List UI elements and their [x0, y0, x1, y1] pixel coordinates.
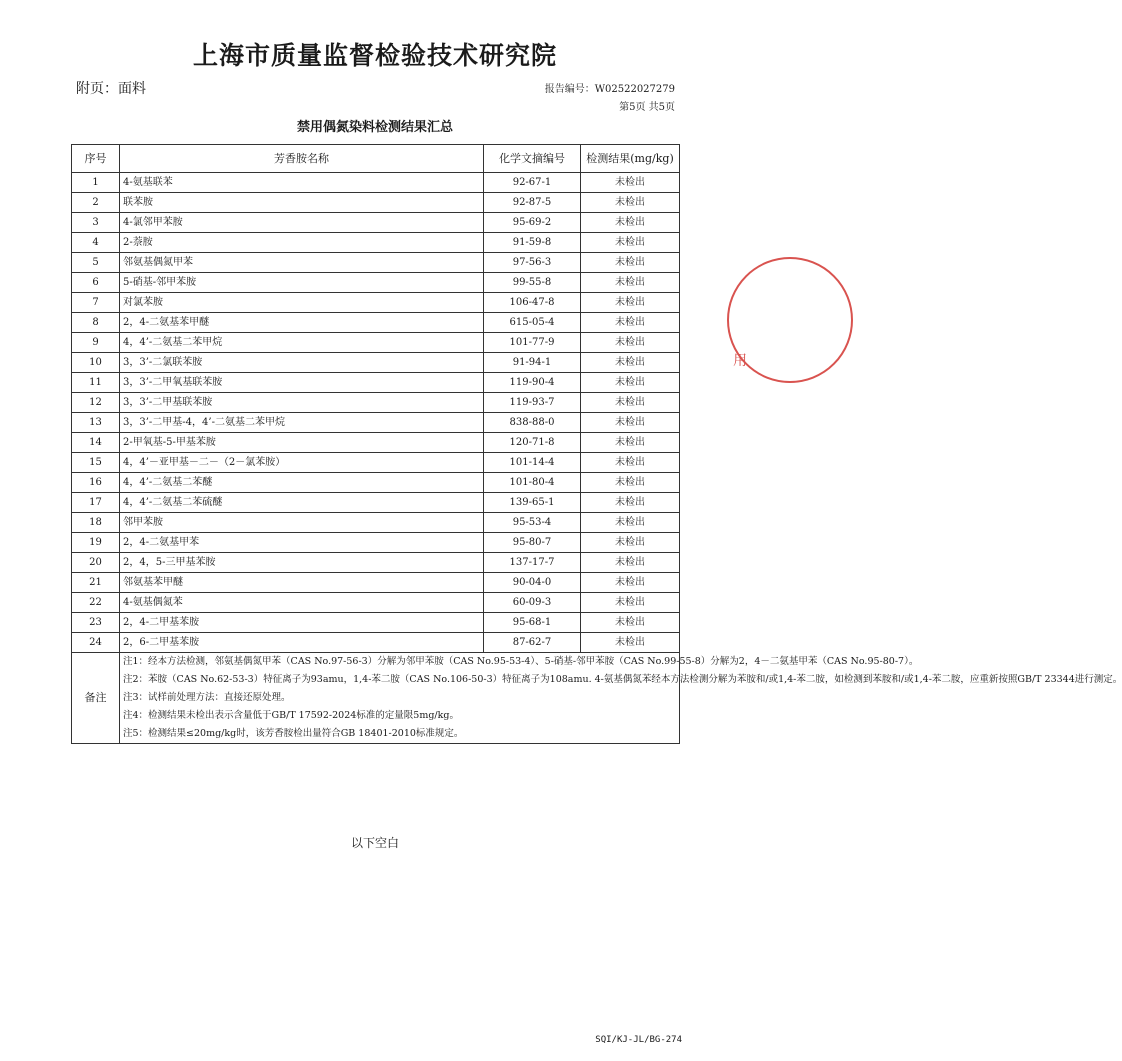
row-amine-name: 5-硝基-邻甲苯胺 — [120, 273, 484, 293]
row-amine-name: 4，4’-二氨基二苯醚 — [120, 473, 484, 493]
row-index: 4 — [72, 233, 120, 253]
institution-title: 上海市质量监督检验技术研究院 — [192, 41, 557, 70]
col-header-result: 检测结果(mg/kg) — [581, 145, 680, 173]
row-amine-name: 4，4’－亚甲基－二－（2－氯苯胺） — [120, 453, 484, 473]
note-4: 注4：检测结果未检出表示含量低于GB/T 17592-2024标准的定量限5mg/kg。 — [123, 710, 459, 721]
results-table — [71, 144, 1122, 744]
row-amine-name: 3，3’-二甲基联苯胺 — [120, 393, 484, 413]
row-result: 未检出 — [581, 553, 680, 573]
row-index: 7 — [72, 293, 120, 313]
row-cas-number: 615-05-4 — [484, 313, 581, 333]
form-code: SQI/KJ-JL/BG-274 — [595, 1035, 682, 1045]
row-result: 未检出 — [581, 233, 680, 253]
row-result: 未检出 — [581, 393, 680, 413]
table-row — [72, 413, 680, 433]
table-row — [72, 613, 680, 633]
row-result: 未检出 — [581, 313, 680, 333]
row-cas-number: 137-17-7 — [484, 553, 581, 573]
row-amine-name: 2-甲氧基-5-甲基苯胺 — [120, 433, 484, 453]
row-index: 19 — [72, 533, 120, 553]
row-result: 未检出 — [581, 293, 680, 313]
table-row — [72, 353, 680, 373]
row-cas-number: 99-55-8 — [484, 273, 581, 293]
table-row — [72, 333, 680, 353]
row-cas-number: 91-59-8 — [484, 233, 581, 253]
row-cas-number: 95-68-1 — [484, 613, 581, 633]
row-index: 18 — [72, 513, 120, 533]
attachment-label: 附页：面料 — [76, 81, 146, 97]
row-cas-number: 101-14-4 — [484, 453, 581, 473]
row-index: 14 — [72, 433, 120, 453]
row-cas-number: 119-90-4 — [484, 373, 581, 393]
row-index: 22 — [72, 593, 120, 613]
row-amine-name: 对氯苯胺 — [120, 293, 484, 313]
table-row — [72, 313, 680, 333]
notes-row — [72, 653, 680, 744]
row-index: 15 — [72, 453, 120, 473]
row-amine-name: 邻氨基苯甲醚 — [120, 573, 484, 593]
row-result: 未检出 — [581, 453, 680, 473]
row-cas-number: 91-94-1 — [484, 353, 581, 373]
row-amine-name: 2，6-二甲基苯胺 — [120, 633, 484, 653]
page-indicator: 第5页 共5页 — [619, 102, 675, 113]
table-row — [72, 573, 680, 593]
row-result: 未检出 — [581, 373, 680, 393]
row-amine-name: 4-氨基偶氮苯 — [120, 593, 484, 613]
row-amine-name: 3，3’-二甲氧基联苯胺 — [120, 373, 484, 393]
row-result: 未检出 — [581, 173, 680, 193]
row-amine-name: 4，4’-二氨基二苯甲烷 — [120, 333, 484, 353]
row-cas-number: 838-88-0 — [484, 413, 581, 433]
row-index: 10 — [72, 353, 120, 373]
row-cas-number: 106-47-8 — [484, 293, 581, 313]
row-amine-name: 邻氨基偶氮甲苯 — [120, 253, 484, 273]
row-amine-name: 2-萘胺 — [120, 233, 484, 253]
note-2: 注2：苯胺（CAS No.62-53-3）特征离子为93amu，1,4-苯二胺（CAS No.106-50-3）特征离子为108amu. 4-氨基偶氮苯经本方法检测分解为苯胺和/或1,4-苯二胺，如检测到苯胺和/或1,4-苯二胺，应重新按照GB/T 23344进行测定。 — [123, 674, 1122, 685]
row-index: 13 — [72, 413, 120, 433]
row-cas-number: 101-80-4 — [484, 473, 581, 493]
row-result: 未检出 — [581, 473, 680, 493]
row-cas-number: 119-93-7 — [484, 393, 581, 413]
row-result: 未检出 — [581, 333, 680, 353]
table-row — [72, 473, 680, 493]
row-index: 9 — [72, 333, 120, 353]
row-cas-number: 92-67-1 — [484, 173, 581, 193]
row-result: 未检出 — [581, 593, 680, 613]
row-cas-number: 95-53-4 — [484, 513, 581, 533]
col-header-index: 序号 — [72, 145, 120, 173]
row-index: 24 — [72, 633, 120, 653]
row-result: 未检出 — [581, 353, 680, 373]
note-1: 注1：经本方法检测，邻氨基偶氮甲苯（CAS No.97-56-3）分解为邻甲苯胺（CAS No.95-53-4）、5-硝基-邻甲苯胺（CAS No.99-55-8）分解为2，4－二氨基甲苯（CAS No.95-80-7）。 — [123, 656, 919, 667]
row-index: 17 — [72, 493, 120, 513]
row-amine-name: 联苯胺 — [120, 193, 484, 213]
row-result: 未检出 — [581, 633, 680, 653]
table-title: 禁用偶氮染料检测结果汇总 — [296, 120, 453, 135]
table-row — [72, 253, 680, 273]
table-row — [72, 173, 680, 193]
table-row — [72, 433, 680, 453]
col-header-name: 芳香胺名称 — [120, 145, 484, 173]
row-amine-name: 3，3’-二氯联苯胺 — [120, 353, 484, 373]
stamp-text-fragment: 用 — [733, 353, 747, 369]
row-amine-name: 邻甲苯胺 — [120, 513, 484, 533]
row-index: 6 — [72, 273, 120, 293]
col-header-cas: 化学文摘编号 — [484, 145, 581, 173]
row-index: 20 — [72, 553, 120, 573]
row-index: 12 — [72, 393, 120, 413]
row-index: 3 — [72, 213, 120, 233]
row-cas-number: 60-09-3 — [484, 593, 581, 613]
row-cas-number: 120-71-8 — [484, 433, 581, 453]
row-amine-name: 4-氯邻甲苯胺 — [120, 213, 484, 233]
row-result: 未检出 — [581, 273, 680, 293]
row-cas-number: 101-77-9 — [484, 333, 581, 353]
row-index: 21 — [72, 573, 120, 593]
table-row — [72, 593, 680, 613]
row-result: 未检出 — [581, 213, 680, 233]
row-cas-number: 95-80-7 — [484, 533, 581, 553]
table-row — [72, 233, 680, 253]
notes-label: 备注 — [72, 653, 120, 744]
row-result: 未检出 — [581, 493, 680, 513]
row-cas-number: 87-62-7 — [484, 633, 581, 653]
row-result: 未检出 — [581, 413, 680, 433]
table-row — [72, 213, 680, 233]
table-row — [72, 633, 680, 653]
row-amine-name: 2，4-二氨基苯甲醚 — [120, 313, 484, 333]
row-result: 未检出 — [581, 253, 680, 273]
row-index: 23 — [72, 613, 120, 633]
row-result: 未检出 — [581, 613, 680, 633]
row-amine-name: 3，3’-二甲基-4，4’-二氨基二苯甲烷 — [120, 413, 484, 433]
row-result: 未检出 — [581, 513, 680, 533]
row-result: 未检出 — [581, 193, 680, 213]
row-index: 16 — [72, 473, 120, 493]
row-index: 8 — [72, 313, 120, 333]
table-row — [72, 373, 680, 393]
report-number: 报告编号：W02522027279 — [544, 84, 675, 95]
seal-stamp — [720, 250, 790, 390]
blank-below-note: 以下空白 — [350, 836, 399, 850]
row-amine-name: 4-氨基联苯 — [120, 173, 484, 193]
row-amine-name: 2，4-二氨基甲苯 — [120, 533, 484, 553]
table-row — [72, 533, 680, 553]
row-cas-number: 90-04-0 — [484, 573, 581, 593]
row-index: 5 — [72, 253, 120, 273]
table-row — [72, 513, 680, 533]
table-header-row — [72, 145, 680, 173]
table-body — [72, 173, 680, 653]
notes-body — [120, 653, 1122, 744]
table-row — [72, 553, 680, 573]
note-3: 注3：试样前处理方法：直接还原处理。 — [123, 692, 291, 703]
row-index: 2 — [72, 193, 120, 213]
row-result: 未检出 — [581, 533, 680, 553]
table-row — [72, 273, 680, 293]
row-cas-number: 139-65-1 — [484, 493, 581, 513]
table-row — [72, 493, 680, 513]
row-index: 11 — [72, 373, 120, 393]
table-row — [72, 393, 680, 413]
row-cas-number: 95-69-2 — [484, 213, 581, 233]
row-result: 未检出 — [581, 573, 680, 593]
table-row — [72, 293, 680, 313]
row-cas-number: 92-87-5 — [484, 193, 581, 213]
row-amine-name: 4，4’-二氨基二苯硫醚 — [120, 493, 484, 513]
row-amine-name: 2，4，5-三甲基苯胺 — [120, 553, 484, 573]
row-index: 1 — [72, 173, 120, 193]
table-row — [72, 193, 680, 213]
row-cas-number: 97-56-3 — [484, 253, 581, 273]
note-5: 注5：检测结果≤20mg/kg时，该芳香胺检出量符合GB 18401-2010标准规定。 — [123, 728, 464, 739]
table-row — [72, 453, 680, 473]
row-amine-name: 2，4-二甲基苯胺 — [120, 613, 484, 633]
row-result: 未检出 — [581, 433, 680, 453]
